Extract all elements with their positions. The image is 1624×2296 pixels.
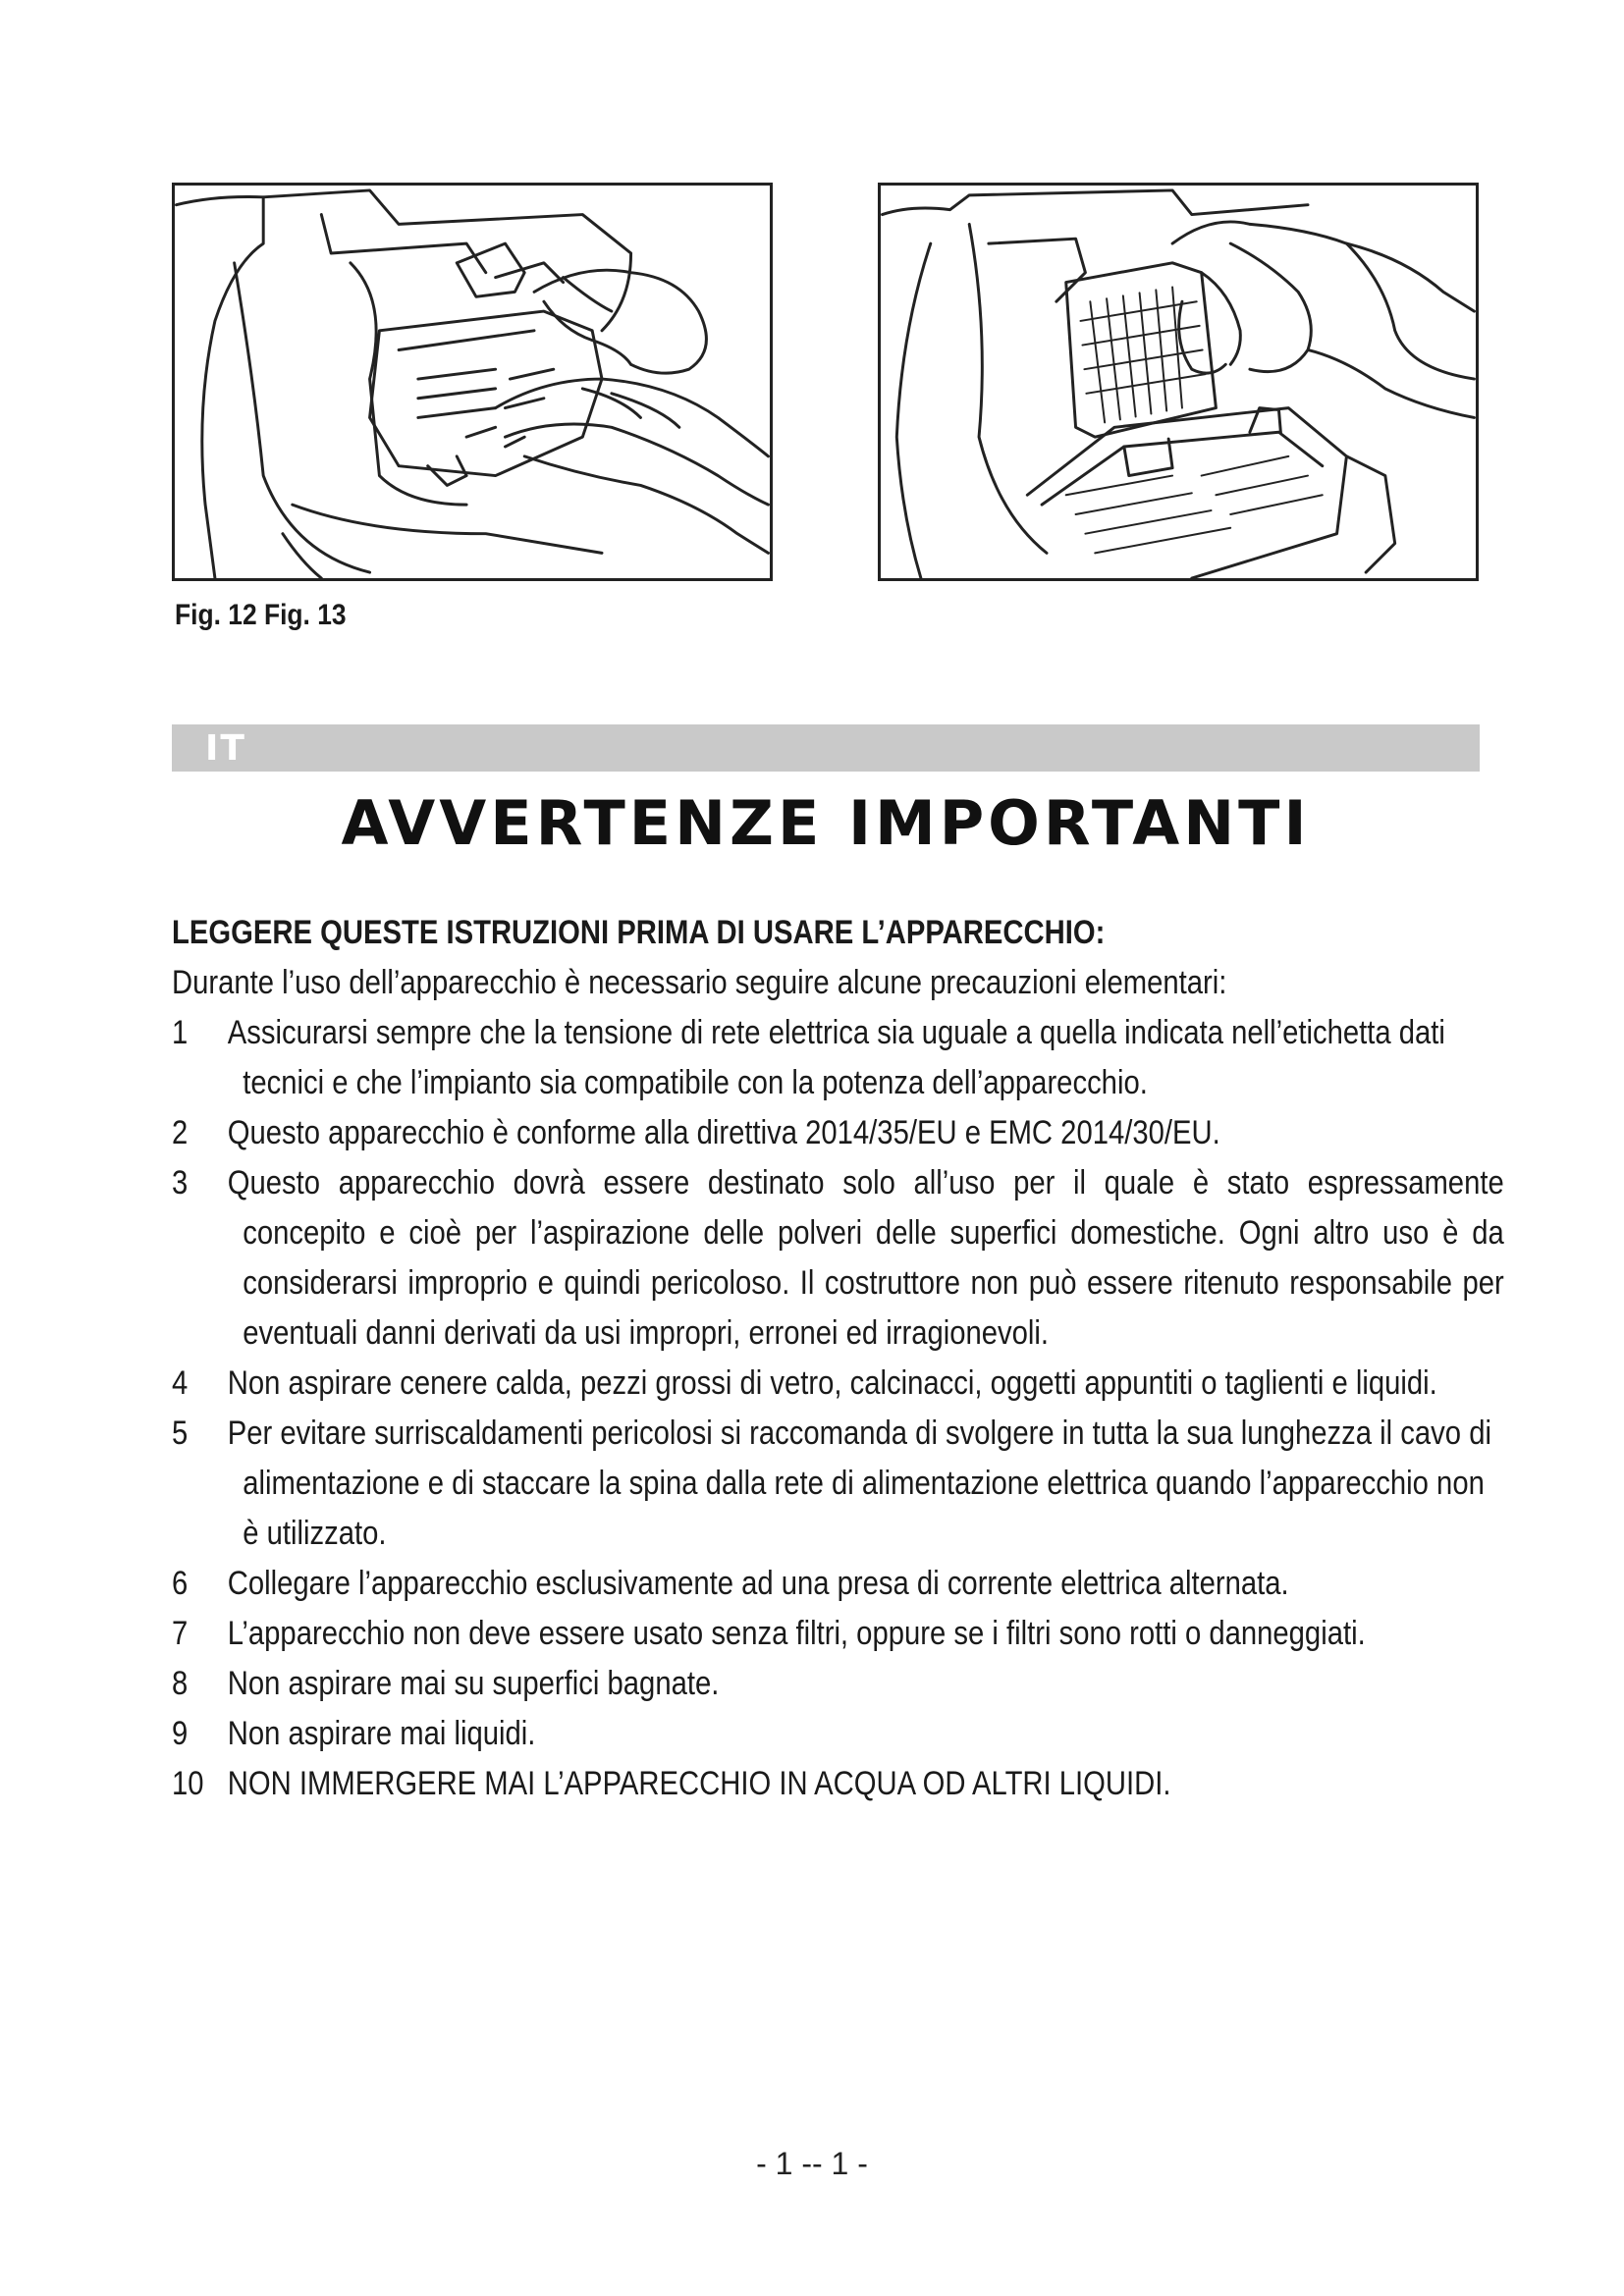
fig12-drawing (175, 186, 770, 578)
list-item-5 (172, 1409, 1504, 1559)
list-item-number: 9 (172, 1715, 189, 1752)
language-code: IT (205, 728, 246, 769)
instructions-heading: LEGGERE QUESTE ISTRUZIONI PRIMA DI USARE L’APPARECCHIO: (172, 914, 1106, 951)
list-item-number: 10 (172, 1765, 204, 1802)
list-item-number: 5 (172, 1415, 189, 1452)
list-item-7 (172, 1609, 1504, 1659)
list-item-text: NON IMMERGERE MAI L’APPARECCHIO IN ACQUA OD ALTRI LIQUIDI. (227, 1765, 1171, 1802)
list-item-1 (172, 1008, 1504, 1108)
list-item-9 (172, 1709, 1504, 1759)
list-item-text: Non aspirare cenere calda, pezzi grossi di vetro, calcinacci, oggetti appuntiti o taglienti e liquidi. (227, 1364, 1437, 1402)
list-item-text: Per evitare surriscaldamenti pericolosi si raccomanda di svolgere in tutta la sua lunghezza il cavo di alimentazione e di staccare la spina dalla rete di alimentazione elettrica quando l’apparecchio non è utilizzato. (227, 1415, 1491, 1552)
list-item-10 (172, 1759, 1504, 1809)
figure-12-illustration (172, 183, 773, 581)
list-item-number: 2 (172, 1114, 189, 1151)
instructions-body (172, 908, 1504, 1809)
list-item-6 (172, 1559, 1504, 1609)
list-item-2 (172, 1108, 1504, 1158)
list-item-number: 7 (172, 1615, 189, 1652)
list-item-text: Questo apparecchio dovrà essere destinato solo all’uso per il quale è stato espressamente concepito e cioè per l’aspirazione delle polveri delle superfici domestiche. Ogni altro uso è da considerarsi improprio e quindi pericoloso. Il costruttore non può essere ritenuto responsabile per eventuali danni derivati da usi impropri, erronei ed irragionevoli. (227, 1164, 1504, 1352)
page-number: - 1 -- 1 - (756, 2146, 868, 2181)
list-item-number: 8 (172, 1665, 189, 1702)
list-item-text: Collegare l’apparecchio esclusivamente ad una presa di corrente elettrica alternata. (227, 1565, 1289, 1602)
list-item-8 (172, 1659, 1504, 1709)
instructions-section (172, 908, 1507, 1809)
figure-13-illustration (878, 183, 1479, 581)
list-item-number: 1 (172, 1014, 189, 1051)
instructions-intro: Durante l’uso dell’apparecchio è necessario seguire alcune precauzioni elementari: (172, 964, 1227, 1001)
list-item-3 (172, 1158, 1504, 1359)
page-title: AVVERTENZE IMPORTANTI (341, 787, 1311, 859)
language-bar (172, 724, 1480, 772)
list-item-number: 3 (172, 1164, 189, 1201)
list-item-text: Non aspirare mai liquidi. (227, 1715, 536, 1752)
figure-caption: Fig. 12 Fig. 13 (175, 599, 347, 631)
list-item-text: Questo apparecchio è conforme alla direttiva 2014/35/EU e EMC 2014/30/EU. (227, 1114, 1220, 1151)
list-item-number: 6 (172, 1565, 189, 1602)
fig13-drawing (881, 186, 1476, 578)
list-item-text: Assicurarsi sempre che la tensione di rete elettrica sia uguale a quella indicata nell’etichetta dati tecnici e che l’impianto sia compatibile con la potenza dell’apparecchio. (227, 1014, 1445, 1101)
list-item-number: 4 (172, 1364, 189, 1402)
list-item-text: L’apparecchio non deve essere usato senza filtri, oppure se i filtri sono rotti o danneggiati. (227, 1615, 1366, 1652)
list-item-4 (172, 1359, 1504, 1409)
list-item-text: Non aspirare mai su superfici bagnate. (227, 1665, 720, 1702)
